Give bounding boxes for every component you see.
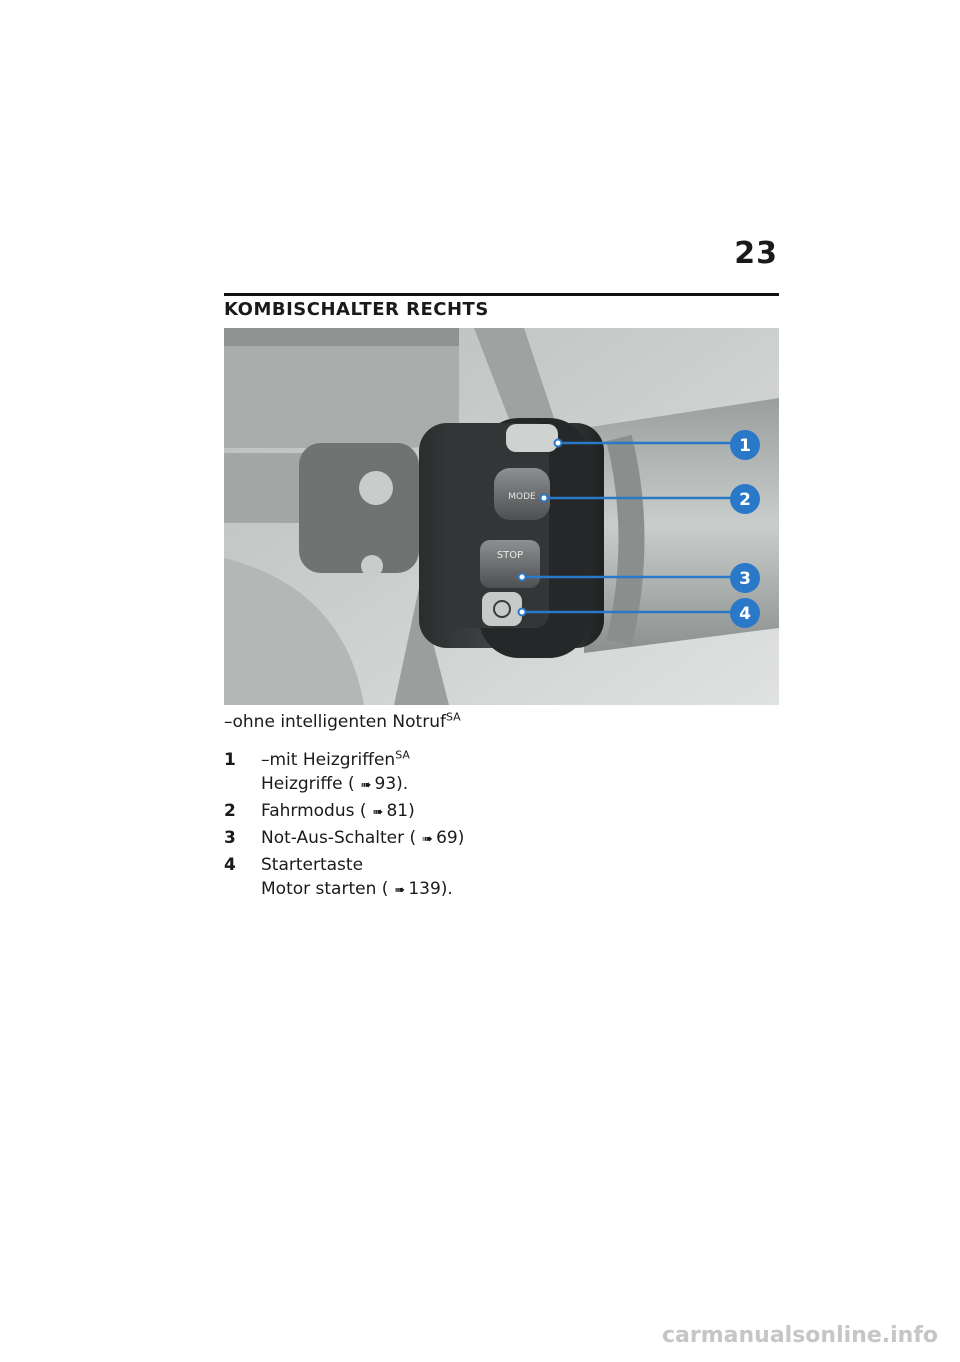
page-number: 23	[734, 236, 778, 271]
caption-sup: SA	[445, 710, 461, 724]
callout-2-label: 2	[739, 490, 751, 510]
switch-illustration	[224, 328, 779, 705]
figure-caption	[224, 712, 461, 732]
stop-button-label: STOP	[496, 550, 524, 561]
legend-reference[interactable]: Motor starten ( ➠ 139).	[261, 879, 453, 899]
legend	[224, 748, 779, 904]
legend-item-3	[224, 826, 779, 852]
callout-1-label: 1	[739, 436, 751, 456]
callout-3-label: 3	[739, 569, 751, 589]
legend-reference[interactable]: Heizgriffe ( ➠ 93).	[261, 774, 409, 794]
page-ref-arrow-icon: ➠	[360, 778, 372, 793]
mode-button-label: MODE	[508, 492, 536, 502]
legend-reference[interactable]: Fahrmodus ( ➠ 81)	[261, 801, 415, 821]
legend-text: –mit Heizgriffen	[261, 750, 396, 770]
legend-number: 3	[224, 828, 236, 848]
header-rule	[224, 293, 779, 296]
legend-text: Startertaste	[261, 855, 364, 875]
legend-item-2	[224, 799, 779, 825]
page-ref-arrow-icon: ➠	[372, 805, 384, 820]
page-ref-arrow-icon: ➠	[422, 832, 434, 847]
legend-sup: SA	[395, 748, 410, 762]
callout-4-label: 4	[739, 604, 751, 624]
legend-number: 1	[224, 750, 236, 770]
legend-item-1	[224, 748, 779, 798]
caption-text: –ohne intelligenten Notruf	[224, 712, 446, 732]
legend-item-4	[224, 853, 779, 903]
legend-number: 2	[224, 801, 236, 821]
legend-reference[interactable]: Not-Aus-Schalter ( ➠ 69)	[261, 828, 465, 848]
watermark: carmanualsonline.info	[662, 1323, 938, 1348]
section-title: KOMBISCHALTER RECHTS	[224, 299, 489, 320]
legend-number: 4	[224, 855, 236, 875]
handlebar-switch-photo	[224, 328, 779, 705]
page-ref-arrow-icon: ➠	[394, 883, 406, 898]
